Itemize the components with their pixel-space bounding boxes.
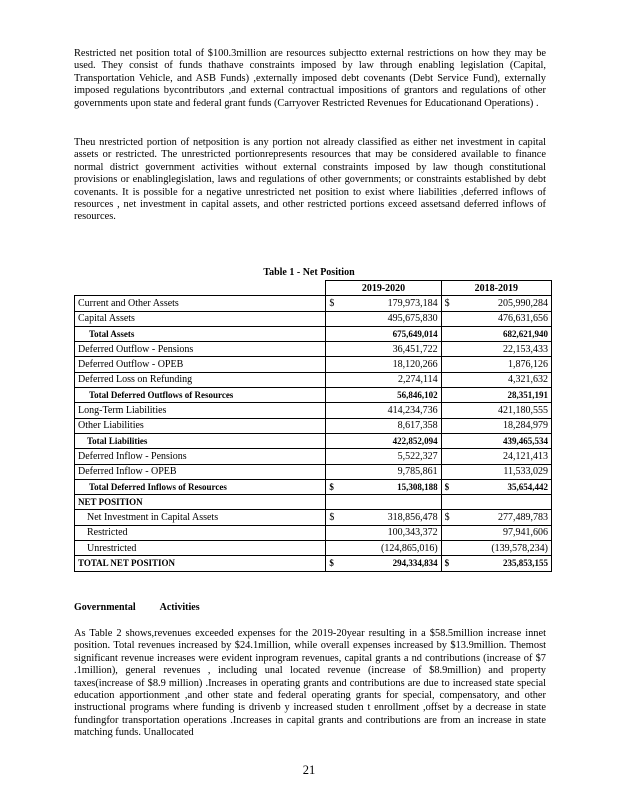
currency-2019	[441, 342, 458, 357]
currency-2020: $	[326, 479, 343, 494]
currency-2019	[441, 525, 458, 540]
currency-2020	[326, 433, 343, 448]
value-2019: 439,465,534	[459, 433, 552, 448]
currency-2019	[441, 449, 458, 464]
currency-2020: $	[326, 510, 343, 525]
header-2019-2020: 2019-2020	[326, 281, 441, 296]
value-2020	[343, 495, 441, 510]
value-2019	[459, 495, 552, 510]
currency-2019	[441, 326, 458, 341]
value-2019: 1,876,126	[459, 357, 552, 372]
table-header-row	[75, 281, 552, 296]
currency-2020	[326, 418, 343, 433]
value-2020: 294,334,834	[343, 556, 441, 571]
currency-2019	[441, 357, 458, 372]
table-row	[75, 464, 552, 479]
table-row	[75, 403, 552, 418]
currency-2020	[326, 357, 343, 372]
currency-2020	[326, 342, 343, 357]
row-label: Total Liabilities	[75, 433, 326, 448]
value-2019: 22,153,433	[459, 342, 552, 357]
currency-2019	[441, 403, 458, 418]
currency-2019: $	[441, 556, 458, 571]
row-label: Deferred Inflow - Pensions	[75, 449, 326, 464]
currency-2019: $	[441, 296, 458, 311]
value-2019: 18,284,979	[459, 418, 552, 433]
value-2020: 675,649,014	[343, 326, 441, 341]
table-total-row	[75, 326, 552, 341]
row-label: TOTAL NET POSITION	[75, 556, 326, 571]
currency-2020	[326, 403, 343, 418]
currency-2020	[326, 311, 343, 326]
row-label: Deferred Inflow - OPEB	[75, 464, 326, 479]
row-label: Deferred Outflow - Pensions	[75, 342, 326, 357]
table-row	[75, 342, 552, 357]
currency-2019	[441, 388, 458, 403]
row-label: Restricted	[75, 525, 326, 540]
value-2020: 100,343,372	[343, 525, 441, 540]
table-row	[75, 418, 552, 433]
row-label: Deferred Outflow - OPEB	[75, 357, 326, 372]
table-row	[75, 510, 552, 525]
currency-2020	[326, 464, 343, 479]
header-2018-2019: 2018-2019	[441, 281, 551, 296]
table-total-row	[75, 388, 552, 403]
currency-2019	[441, 418, 458, 433]
value-2020: 179,973,184	[343, 296, 441, 311]
value-2019: 277,489,783	[459, 510, 552, 525]
row-label: Unrestricted	[75, 541, 326, 556]
restricted-net-position-paragraph: Restricted net position total of $100.3million are resources subjectto external restrictions on how they may be used. They consist of funds thathave constraints imposed by law through enabling legislation (Capital, Transportation Vehicle, and ASB Funds) ,externally imposed debt covenants (Debt Service Fund), externally imposed regulations bycontributors ,and external contractual impositions of grantors and regulations of other governments upon state and federal grant funds (Carryover Restricted Revenues for Educationand Operations) .	[74, 48, 546, 109]
row-label: Net Investment in Capital Assets	[75, 510, 326, 525]
currency-2019: $	[441, 510, 458, 525]
currency-2019	[441, 433, 458, 448]
value-2019: 11,533,029	[459, 464, 552, 479]
table-row	[75, 372, 552, 387]
currency-2019	[441, 464, 458, 479]
section-heading: Governmental Activities	[74, 602, 200, 613]
currency-2020: $	[326, 556, 343, 571]
table-row	[75, 357, 552, 372]
row-label: Other Liabilities	[75, 418, 326, 433]
currency-2020	[326, 449, 343, 464]
table-section-header-row	[75, 495, 552, 510]
value-2019: 421,180,555	[459, 403, 552, 418]
page-number: 21	[302, 763, 316, 777]
value-2020: 36,451,722	[343, 342, 441, 357]
currency-2019	[441, 311, 458, 326]
value-2019: 476,631,656	[459, 311, 552, 326]
row-label: Total Assets	[75, 326, 326, 341]
value-2019: (139,578,234)	[459, 541, 552, 556]
currency-2020: $	[326, 296, 343, 311]
value-2020: 495,675,830	[343, 311, 441, 326]
unrestricted-net-position-paragraph: Theu nrestricted portion of netposition is any portion not already classified as either net investment in capital assets or restricted. The unrestricted portionrepresents resources that may be considered available to finance normal district government activities without external constraints imposed by law though constitutional provisions or enablinglegislation, laws and regulations of other governments; or constraints established by debt covenants. It is possible for a negative unrestricted net position to exist where liabilities ,deferred inflows of resources , net investment in capital assets, and other restricted portions exceed assetsand deferred inflows of resources.	[74, 137, 546, 223]
value-2020: 318,856,478	[343, 510, 441, 525]
row-label: Long-Term Liabilities	[75, 403, 326, 418]
currency-2019	[441, 372, 458, 387]
value-2020: 56,846,102	[343, 388, 441, 403]
currency-2020	[326, 372, 343, 387]
currency-2019: $	[441, 479, 458, 494]
row-label: NET POSITION	[75, 495, 326, 510]
header-blank-cell	[75, 281, 326, 296]
currency-2019	[441, 541, 458, 556]
value-2019: 235,853,155	[459, 556, 552, 571]
value-2019: 4,321,632	[459, 372, 552, 387]
value-2020: 9,785,861	[343, 464, 441, 479]
value-2020: 5,522,327	[343, 449, 441, 464]
value-2019: 28,351,191	[459, 388, 552, 403]
value-2020: 414,234,736	[343, 403, 441, 418]
governmental-activities-paragraph: As Table 2 shows,revenues exceeded expenses for the 2019-20year resulting in a $58.5million increase innet position. Total revenues increased by $24.1million, while overall expenses increased by $13.9million. Themost significant revenue increases were evident inprogram revenues, capital grants a nd contributions (increase of $7 .1million), general revenues , including unal located revenue (increase of $8.9million) and property taxes(increase of $8.9 million) .Increases in operating grants and contributions are due to increased state special education apportionment ,and other state and federal operating grants for special, compensatory, and other instructional programs where funding is drivenb y increased studen t enrollment ,offset by a decrease in state fundingfor transportation operations .Increases in capital grants and contributions are from an increase in state matching funds. Unallocated	[74, 628, 546, 739]
table-total-row	[75, 433, 552, 448]
currency-2020	[326, 541, 343, 556]
table-total-row	[75, 479, 552, 494]
value-2020: 18,120,266	[343, 357, 441, 372]
value-2020: 15,308,188	[343, 479, 441, 494]
table-total-row	[75, 556, 552, 571]
currency-2020	[326, 525, 343, 540]
row-label: Capital Assets	[75, 311, 326, 326]
currency-2020	[326, 388, 343, 403]
value-2019: 24,121,413	[459, 449, 552, 464]
value-2019: 97,941,606	[459, 525, 552, 540]
value-2020: 422,852,094	[343, 433, 441, 448]
value-2020: 8,617,358	[343, 418, 441, 433]
value-2019: 35,654,442	[459, 479, 552, 494]
value-2019: 205,990,284	[459, 296, 552, 311]
currency-2019	[441, 495, 458, 510]
table-row	[75, 311, 552, 326]
row-label: Total Deferred Inflows of Resources	[75, 479, 326, 494]
value-2020: 2,274,114	[343, 372, 441, 387]
currency-2020	[326, 495, 343, 510]
table-title: Table 1 - Net Position	[263, 267, 355, 278]
value-2020: (124,865,016)	[343, 541, 441, 556]
table-row	[75, 296, 552, 311]
net-position-table	[74, 280, 552, 572]
row-label: Current and Other Assets	[75, 296, 326, 311]
table-row	[75, 449, 552, 464]
row-label: Total Deferred Outflows of Resources	[75, 388, 326, 403]
table-row	[75, 525, 552, 540]
table-row	[75, 541, 552, 556]
value-2019: 682,621,940	[459, 326, 552, 341]
currency-2020	[326, 326, 343, 341]
row-label: Deferred Loss on Refunding	[75, 372, 326, 387]
